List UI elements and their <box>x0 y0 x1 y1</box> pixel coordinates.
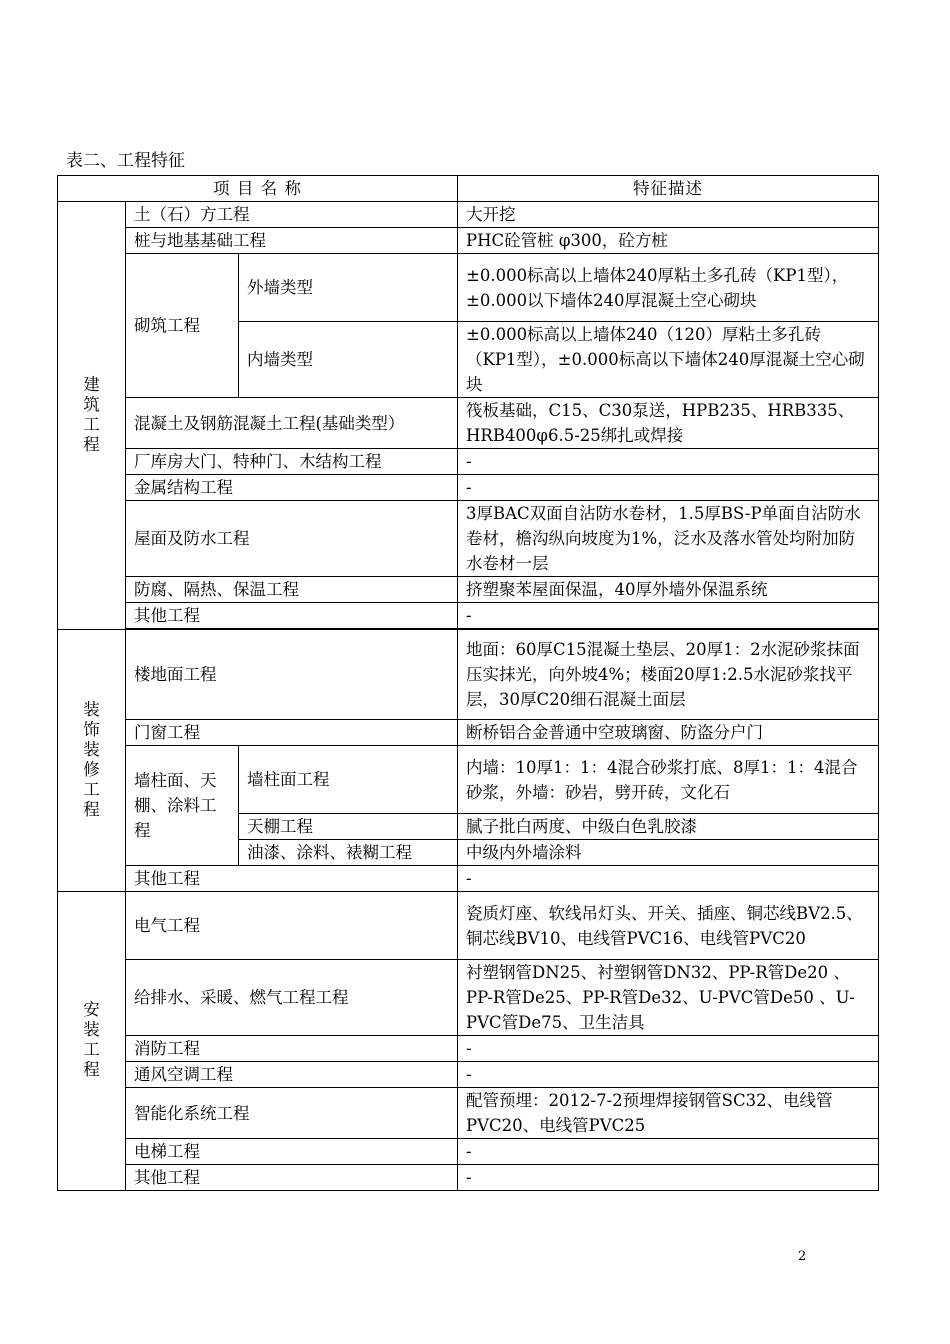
sub-item-name: 内墙类型 <box>239 322 458 398</box>
item-name: 厂库房大门、特种门、木结构工程 <box>126 449 458 475</box>
item-desc: - <box>458 1139 879 1165</box>
header-row <box>58 176 879 202</box>
header-desc: 特征描述 <box>458 176 879 202</box>
item-name: 通风空调工程 <box>126 1062 458 1088</box>
item-name: 楼地面工程 <box>126 630 458 720</box>
table-row <box>58 1088 879 1139</box>
item-desc: - <box>458 475 879 501</box>
table-row <box>58 254 879 322</box>
table-row <box>58 630 879 720</box>
item-desc: PHC砼管桩 φ300，砼方桩 <box>458 228 879 254</box>
item-desc: - <box>458 1165 879 1191</box>
item-name: 给排水、采暖、燃气工程工程 <box>126 960 458 1036</box>
sub-item-name: 天棚工程 <box>239 814 458 840</box>
item-name: 门窗工程 <box>126 720 458 746</box>
item-name: 砌筑工程 <box>126 254 239 398</box>
item-desc: - <box>458 1036 879 1062</box>
item-name: 金属结构工程 <box>126 475 458 501</box>
item-desc: 3厚BAC双面自沾防水卷材，1.5厚BS-P单面自沾防水卷材，檐沟纵向坡度为1%，泛水及落水管处均附加防水卷材一层 <box>458 501 879 577</box>
item-desc: 瓷质灯座、软线吊灯头、开关、插座、铜芯线BV2.5、铜芯线BV10、电线管PVC16、电线管PVC20 <box>458 892 879 960</box>
item-name: 电气工程 <box>126 892 458 960</box>
item-name: 屋面及防水工程 <box>126 501 458 577</box>
item-name: 桩与地基基础工程 <box>126 228 458 254</box>
category-cell: 建筑工程 <box>58 202 126 630</box>
table-row <box>58 228 879 254</box>
table-row <box>58 577 879 603</box>
sub-item-name: 油漆、涂料、裱糊工程 <box>239 840 458 866</box>
item-desc: 衬塑钢管DN25、衬塑钢管DN32、PP-R管De20 、PP-R管De25、PP-R管De32、U-PVC管De50 、U-PVC管De75、卫生洁具 <box>458 960 879 1036</box>
table-caption: 表二、工程特征 <box>66 151 185 171</box>
table-row <box>58 202 879 228</box>
item-desc: 筏板基础，C15、C30泵送，HPB235、HRB335、HRB400φ6.5-25绑扎或焊接 <box>458 398 879 449</box>
item-name: 智能化系统工程 <box>126 1088 458 1139</box>
item-name: 其他工程 <box>126 603 458 629</box>
table-row <box>58 501 879 577</box>
table-row <box>58 1139 879 1165</box>
table-row <box>58 892 879 960</box>
item-desc: 地面：60厚C15混凝土垫层、20厚1：2水泥砂浆抹面压实抹光，向外坡4%；楼面20厚1:2.5水泥砂浆找平层，30厚C20细石混凝土面层 <box>458 630 879 720</box>
item-name: 土（石）方工程 <box>126 202 458 228</box>
item-desc: 断桥铝合金普通中空玻璃窗、防盗分户门 <box>458 720 879 746</box>
item-name: 其他工程 <box>126 1165 458 1191</box>
item-desc: 大开挖 <box>458 202 879 228</box>
category-cell: 装饰装修工程 <box>58 630 126 892</box>
item-desc: 挤塑聚苯屋面保温，40厚外墙外保温系统 <box>458 577 879 603</box>
item-desc: 中级内外墙涂料 <box>458 840 879 866</box>
sub-item-name: 外墙类型 <box>239 254 458 322</box>
table-row <box>58 475 879 501</box>
item-desc: ±0.000标高以上墙体240厚粘土多孔砖（KP1型），±0.000以下墙体240厚混凝土空心砌块 <box>458 254 879 322</box>
item-desc: - <box>458 603 879 629</box>
item-name: 墙柱面、天棚、涂料工程 <box>126 746 239 866</box>
category-cell: 安装工程 <box>58 892 126 1191</box>
table-row <box>58 720 879 746</box>
table-row <box>58 960 879 1036</box>
item-desc: 内墙：10厚1：1：4混合砂浆打底、8厚1：1：4混合砂浆，外墙：砂岩，劈开砖，文化石 <box>458 746 879 814</box>
table-row <box>58 603 879 629</box>
table-row <box>58 866 879 892</box>
item-name: 混凝土及钢筋混凝土工程(基础类型） <box>126 398 458 449</box>
item-desc: ±0.000标高以上墙体240（120）厚粘土多孔砖（KP1型），±0.000标高以下墙体240厚混凝土空心砌块 <box>458 322 879 398</box>
item-name: 防腐、隔热、保温工程 <box>126 577 458 603</box>
item-name: 其他工程 <box>126 866 458 892</box>
item-desc: - <box>458 866 879 892</box>
item-desc: - <box>458 449 879 475</box>
features-table <box>57 175 879 1191</box>
header-name: 项 目 名 称 <box>58 176 458 202</box>
item-name: 电梯工程 <box>126 1139 458 1165</box>
item-desc: 腻子批白两度、中级白色乳胶漆 <box>458 814 879 840</box>
table-row <box>58 1165 879 1191</box>
item-name: 消防工程 <box>126 1036 458 1062</box>
table-row <box>58 1062 879 1088</box>
table-row <box>58 746 879 814</box>
table-row <box>58 1036 879 1062</box>
table-row <box>58 398 879 449</box>
table-row <box>58 449 879 475</box>
item-desc: - <box>458 1062 879 1088</box>
item-desc: 配管预埋：2012-7-2预埋焊接钢管SC32、电线管PVC20、电线管PVC25 <box>458 1088 879 1139</box>
page-number: 2 <box>798 1249 807 1264</box>
sub-item-name: 墙柱面工程 <box>239 746 458 814</box>
